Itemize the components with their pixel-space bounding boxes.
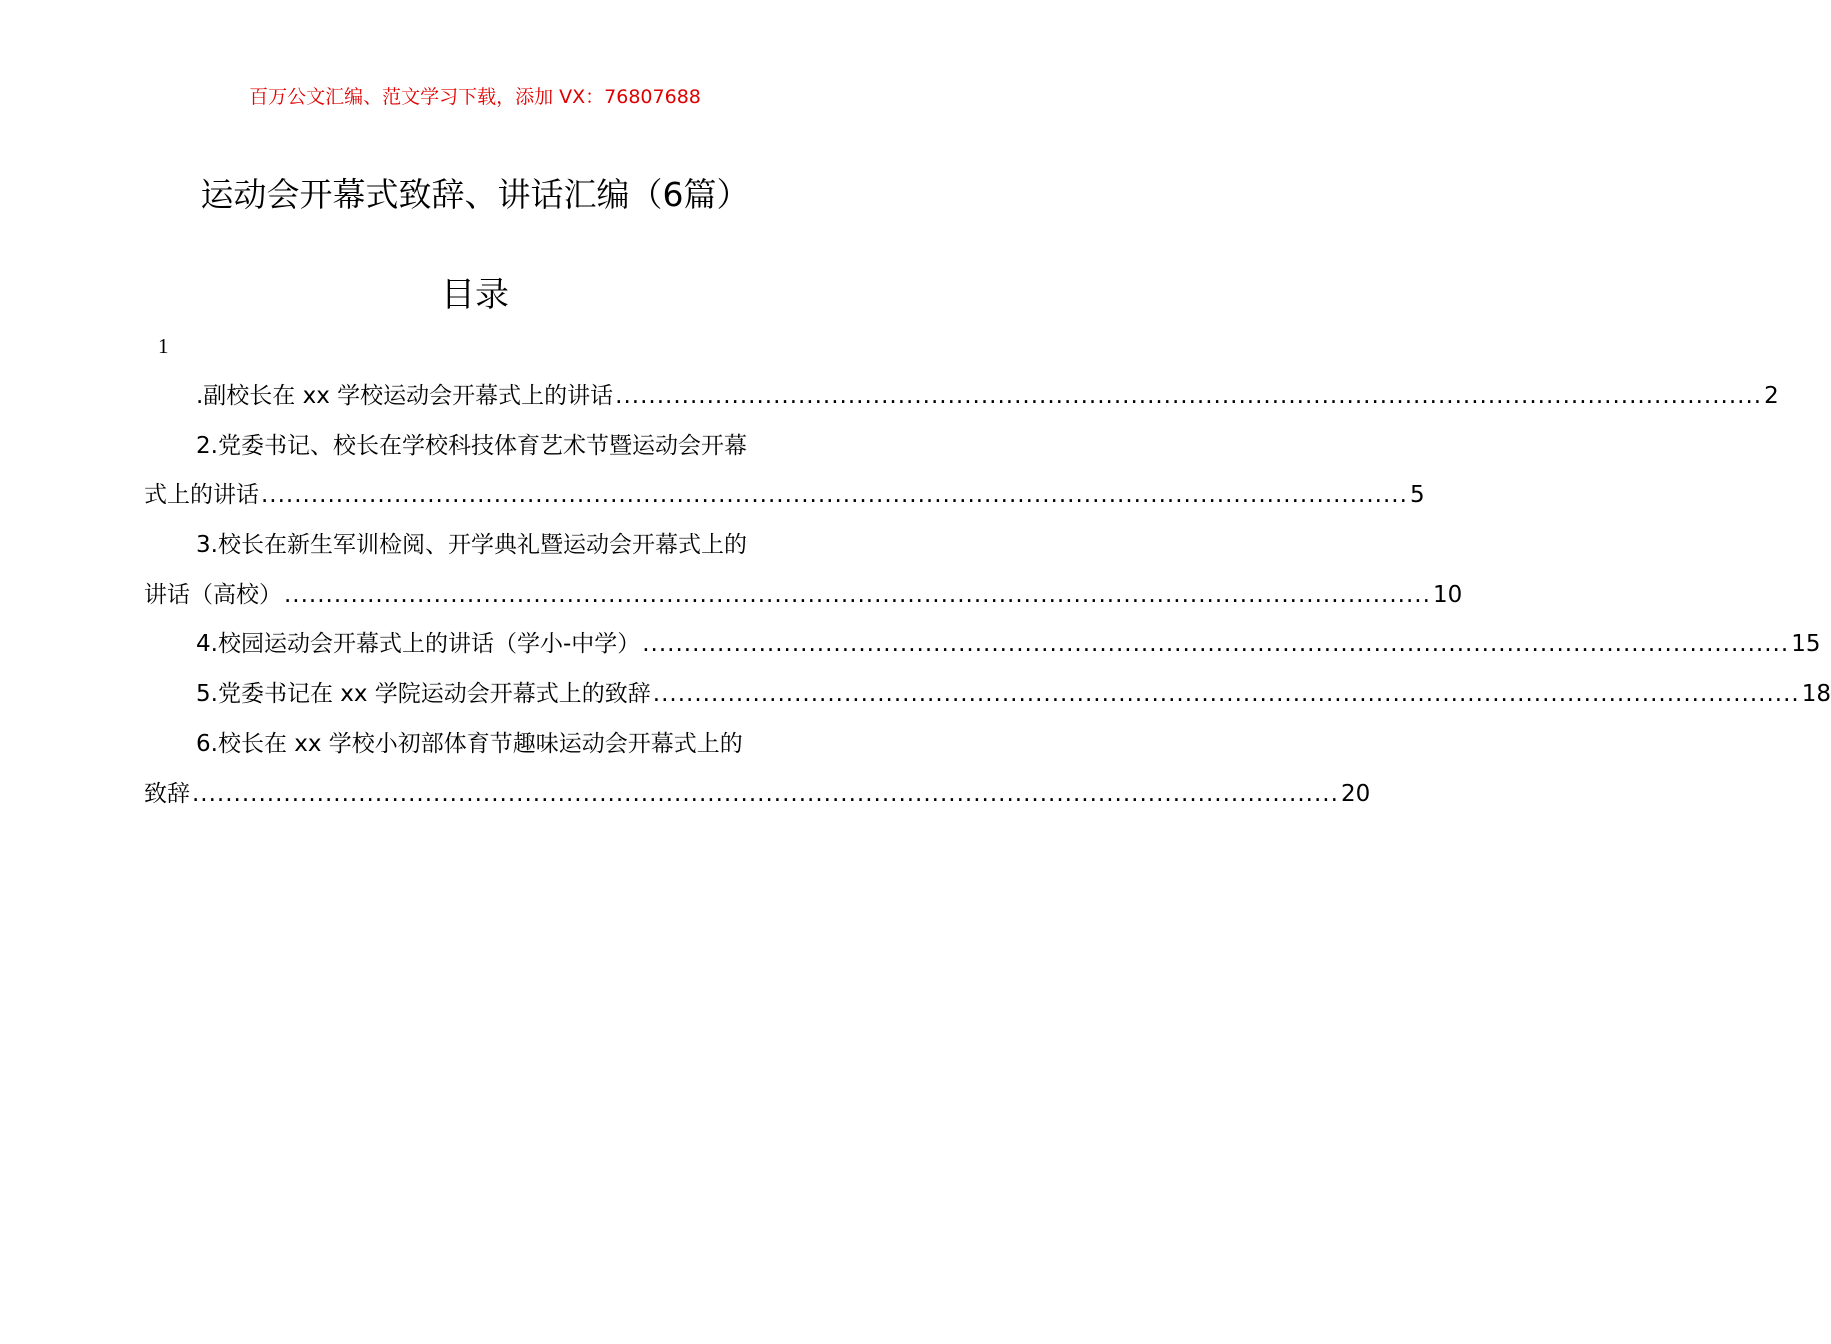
toc-leader-dots: .......................................................................................................................................... bbox=[615, 383, 1763, 409]
toc-page-number: 2 bbox=[1764, 383, 1779, 409]
table-of-contents bbox=[144, 372, 1831, 819]
toc-entry-title-continued: 式上的讲话 bbox=[144, 482, 259, 509]
toc-entry-5[interactable] bbox=[144, 670, 1831, 720]
toc-page-number: 20 bbox=[1340, 780, 1371, 807]
toc-page-number: 5 bbox=[1409, 482, 1425, 509]
toc-entry-4[interactable] bbox=[144, 620, 1821, 670]
toc-entry-title-continued: 致辞 bbox=[144, 780, 190, 807]
stray-number: 1 bbox=[158, 334, 169, 358]
toc-leader-dots: .......................................................................................................................................... bbox=[192, 780, 1339, 807]
toc-leader-dots: .......................................................................................................................................... bbox=[284, 581, 1431, 608]
toc-leader-dots: .......................................................................................................................................... bbox=[642, 631, 1790, 658]
toc-entry-title: .副校长在 xx 学校运动会开幕式上的讲话 bbox=[196, 383, 614, 409]
toc-entry-1[interactable] bbox=[144, 372, 1779, 422]
toc-leader-dots: .......................................................................................................................................... bbox=[261, 482, 1408, 509]
document-title: 运动会开幕式致辞、讲话汇编（6篇） bbox=[200, 175, 750, 214]
toc-page-number: 15 bbox=[1791, 631, 1821, 658]
toc-page-number: 10 bbox=[1432, 581, 1463, 608]
toc-entry-2[interactable] bbox=[144, 422, 1425, 521]
toc-entry-3[interactable] bbox=[144, 521, 1463, 620]
toc-entry-title: 2.党委书记、校长在学校科技体育艺术节暨运动会开幕 bbox=[196, 432, 747, 459]
toc-leader-dots: .......................................................................................................................................... bbox=[652, 681, 1800, 708]
toc-entry-title: 3.校长在新生军训检阅、开学典礼暨运动会开幕式上的 bbox=[196, 532, 747, 559]
toc-entry-6[interactable] bbox=[144, 720, 1371, 819]
toc-entry-title: 5.党委书记在 xx 学院运动会开幕式上的致辞 bbox=[196, 681, 651, 708]
toc-entry-title: 4.校园运动会开幕式上的讲话（学小-中学） bbox=[196, 631, 641, 658]
toc-page-number: 18 bbox=[1801, 681, 1831, 708]
toc-entry-title-continued: 讲话（高校） bbox=[144, 581, 282, 608]
watermark-banner: 百万公文汇编、范文学习下载，添加 VX：76807688 bbox=[249, 86, 701, 108]
toc-entry-title: 6.校长在 xx 学校小初部体育节趣味运动会开幕式上的 bbox=[196, 730, 743, 757]
toc-heading: 目录 bbox=[441, 275, 509, 315]
